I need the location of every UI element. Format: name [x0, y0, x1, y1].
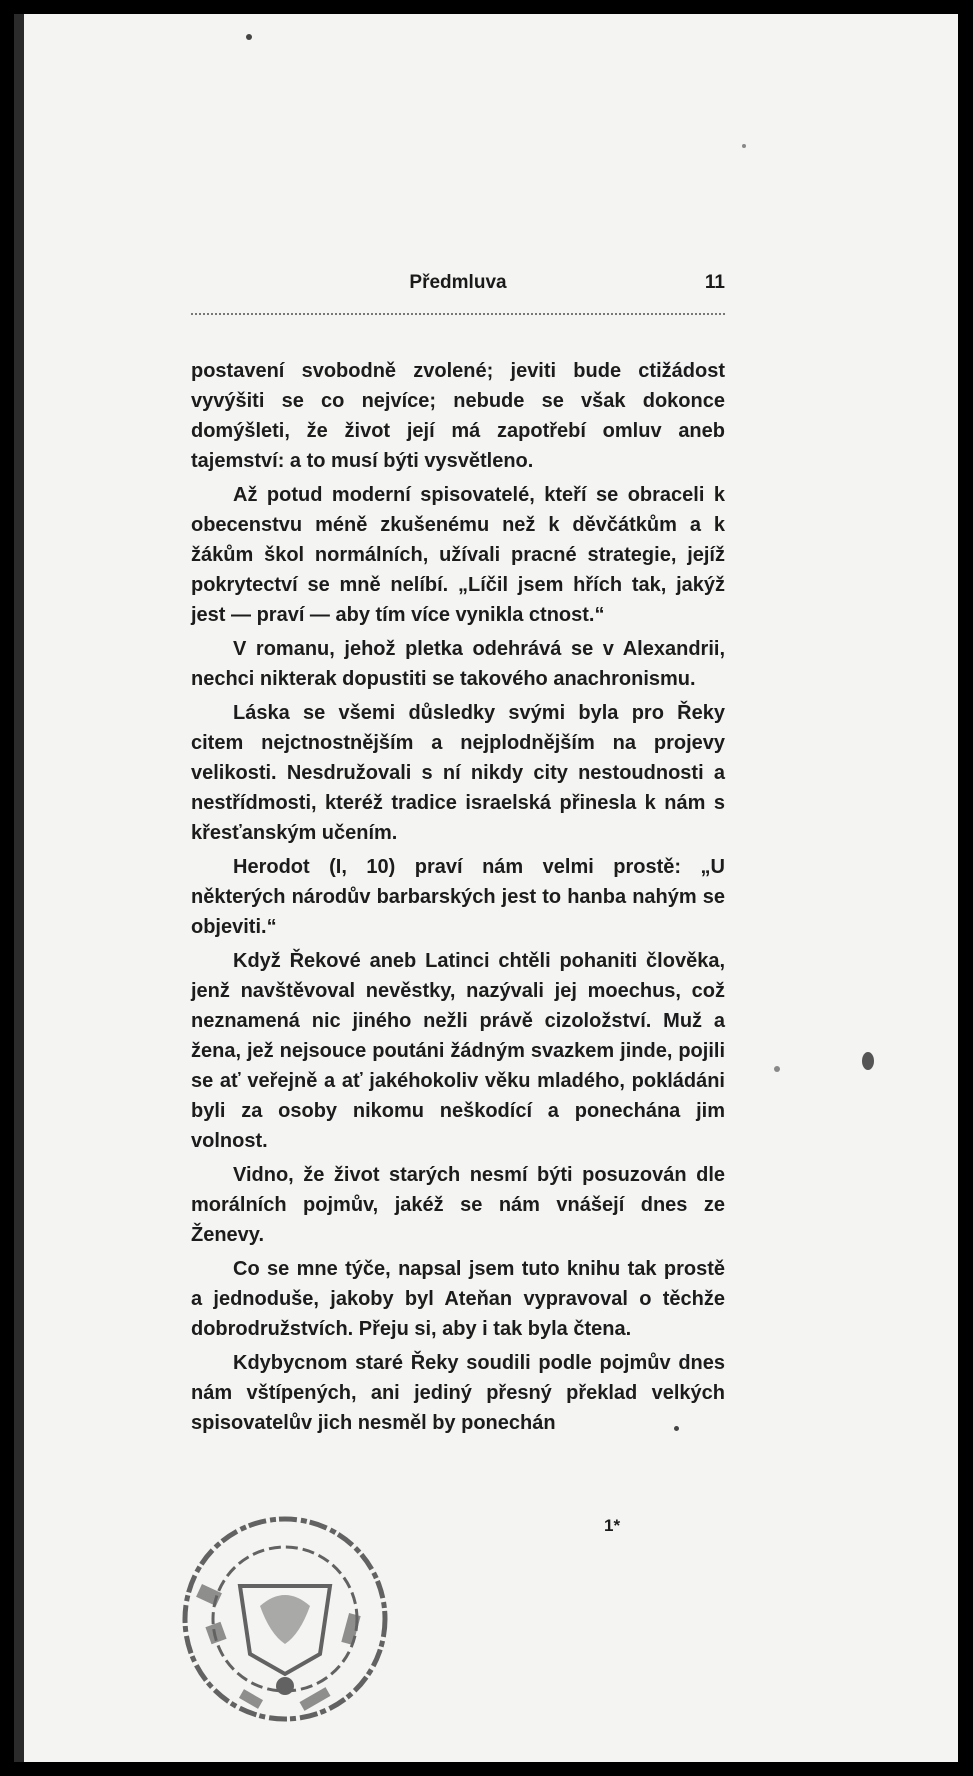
ink-speck: [862, 1052, 874, 1070]
paragraph: Co se mne týče, napsal jsem tuto knihu tak prostě a jednoduše, jakoby byl Ateňan vypravoval o těchže dobrodružstvích. Přeju si, aby i tak byla čtena.: [191, 1258, 725, 1340]
page-header: [191, 272, 725, 306]
body-text: [191, 356, 725, 1442]
paragraph: V romanu, jehož pletka odehrává se v Alexandrii, nechci nikterak dopustiti se takového anachronismu.: [191, 638, 725, 690]
library-stamp: [180, 1514, 390, 1724]
ink-speck: [774, 1066, 780, 1072]
paragraph: Až potud moderní spisovatelé, kteří se obraceli k obecenstvu méně zkušenému než k děvčátkům a k žákům škol normálních, užívali pracné strategie, jejíž pokrytectví se mně nelíbí. „Líčil jsem hřích tak, jakýž jest — praví — aby tím více vynikla ctnost.“: [191, 484, 725, 626]
paragraph: postavení svobodně zvolené; jeviti bude ctižádost vyvýšiti se co nejvíce; nebude se však dokonce domýšleti, že život její má zapotřebí omluv aneb tajemství: a to musí býti vysvětleno.: [191, 360, 725, 472]
page-number: 11: [704, 272, 725, 293]
paragraph: Herodot (I, 10) praví nám velmi prostě: „U některých národův barbarských jest to hanba nahým se objeviti.“: [191, 856, 725, 938]
ink-speck: [246, 34, 252, 40]
paragraph: Kdybycnom staré Řeky soudili podle pojmův dnes nám vštípených, ani jediný přesný překlad velkých spisovatelův jich nesměl by ponechán: [191, 1352, 725, 1434]
paragraph: Vidno, že život starých nesmí býti posuzován dle morálních pojmův, jakéž se nám vnášejí dnes ze Ženevy.: [191, 1164, 725, 1246]
page-binding-edge: [14, 14, 24, 1762]
paragraph: Když Řekové aneb Latinci chtěli pohaniti člověka, jenž navštěvoval nevěstky, nazývali jej moechus, což neznamená nic jiného nežli právě cizoložství. Muž a žena, jež nejsouce poutáni žádným svazkem jinde, pojili se ať veřejně a ať jakéhokoliv věku mladého, pokládáni byli za osoby nikomu neškodící a ponechána jim volnost.: [191, 950, 725, 1152]
book-page: [14, 14, 958, 1762]
header-rule: [191, 313, 725, 315]
ink-speck: [674, 1426, 679, 1431]
running-title: Předmluva: [409, 272, 507, 293]
ink-speck: [742, 144, 746, 148]
paragraph: Láska se všemi důsledky svými byla pro Řeky citem nejctnostnějším a nejplodnějším na projevy velikosti. Nesdružovali s ní nikdy city nestoudnosti a nestřídmosti, kteréž tradice israelská přinesla k nám s křesťanským učením.: [191, 702, 725, 844]
signature-mark: 1*: [604, 1516, 621, 1535]
